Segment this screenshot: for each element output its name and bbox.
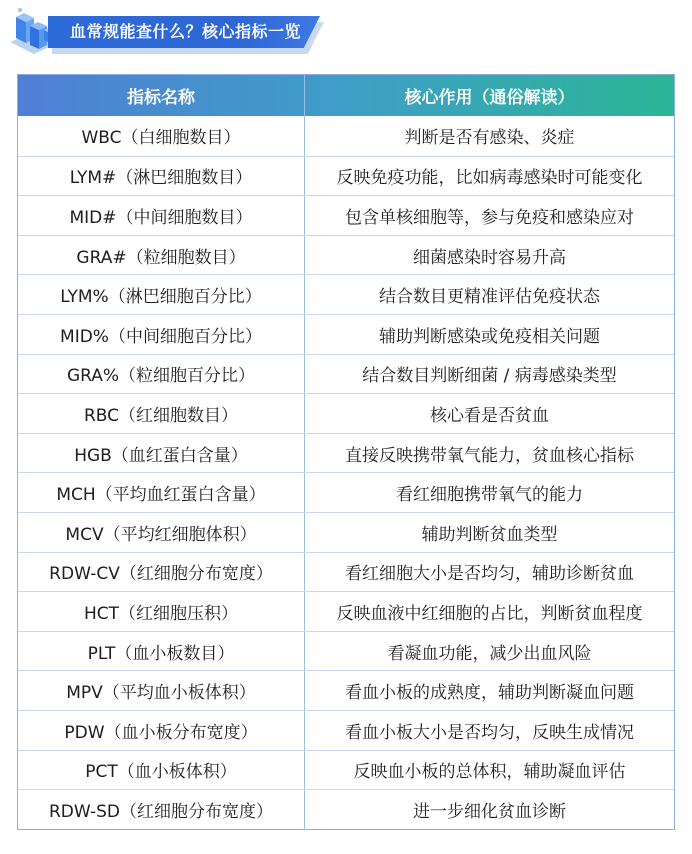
cell-indicator-name: HGB（血红蛋白含量） [18,434,305,473]
cell-core-function: 结合数目更精准评估免疫状态 [379,287,600,308]
table-row [18,512,674,552]
cell-core-function: 核心看是否贫血 [430,405,549,426]
table-row [18,631,674,671]
table-row [18,116,674,156]
cell-core-function: 辅助判断贫血类型 [421,524,558,545]
cell-indicator-name: RBC（红细胞数目） [18,394,305,433]
cell-core-function: 细菌感染时容易升高 [413,247,566,268]
page-title: 血常规能查什么？核心指标一览 [70,22,302,41]
table-header [18,75,674,116]
table-row [18,274,674,314]
cell-indicator-name: WBC（白细胞数目） [18,116,305,156]
table-row [18,433,674,473]
cell-indicator-name: GRA#（粒细胞数目） [18,236,305,275]
table-row [18,552,674,592]
table-row [18,235,674,275]
table-row [18,670,674,710]
cell-indicator-name: RDW-SD（红细胞分布宽度） [18,790,305,829]
cell-indicator-name: MCV（平均红细胞体积） [18,513,305,552]
table-row [18,393,674,433]
table-row [18,472,674,512]
table-row [18,750,674,790]
cell-core-function: 反映免疫功能，比如病毒感染时可能变化 [336,168,643,189]
cell-core-function: 结合数目判断细菌 / 病毒感染类型 [362,366,617,387]
cell-core-function: 反映血小板的总体积，辅助凝血评估 [353,762,626,783]
cell-indicator-name: PDW（血小板分布宽度） [18,711,305,750]
cell-core-function: 看凝血功能，减少出血风险 [387,643,592,664]
table-row [18,156,674,196]
table-row [18,710,674,750]
table-body [18,116,674,829]
cell-indicator-name: HCT（红细胞压积） [18,592,305,631]
cell-core-function: 看红细胞大小是否均匀，辅助诊断贫血 [345,564,634,585]
table-row [18,195,674,235]
cell-core-function: 看红细胞携带氧气的能力 [396,485,583,506]
indicator-table [17,74,675,830]
cell-core-function: 看血小板大小是否均匀，反映生成情况 [345,722,634,743]
table-row [18,591,674,631]
cell-core-function: 看血小板的成熟度，辅助判断凝血问题 [345,683,634,704]
cell-indicator-name: PLT（血小板数目） [18,632,305,671]
cell-core-function: 进一步细化贫血诊断 [413,801,566,822]
table-row [18,789,674,829]
cell-indicator-name: MPV（平均血小板体积） [18,671,305,710]
cell-indicator-name: LYM#（淋巴细胞数目） [18,157,305,196]
banner [0,0,692,62]
cell-indicator-name: RDW-CV（红细胞分布宽度） [18,553,305,592]
cell-indicator-name: PCT（血小板体积） [18,751,305,790]
cell-core-function: 包含单核细胞等，参与免疫和感染应对 [345,207,634,228]
cell-core-function: 判断是否有感染、炎症 [404,128,575,149]
cell-indicator-name: LYM%（淋巴细胞百分比） [18,275,305,314]
header-core-function: 核心作用（通俗解读） [404,88,575,108]
table-row [18,314,674,354]
table-row [18,354,674,394]
header-indicator-name: 指标名称 [18,75,305,116]
cell-indicator-name: MID%（中间细胞百分比） [18,315,305,354]
cell-core-function: 反映血液中红细胞的占比，判断贫血程度 [336,603,643,624]
cell-core-function: 辅助判断感染或免疫相关问题 [379,326,600,347]
cell-indicator-name: MID#（中间细胞数目） [18,196,305,235]
cell-indicator-name: MCH（平均血红蛋白含量） [18,473,305,512]
cell-indicator-name: GRA%（粒细胞百分比） [18,355,305,394]
cell-core-function: 直接反映携带氧气能力，贫血核心指标 [345,445,634,466]
